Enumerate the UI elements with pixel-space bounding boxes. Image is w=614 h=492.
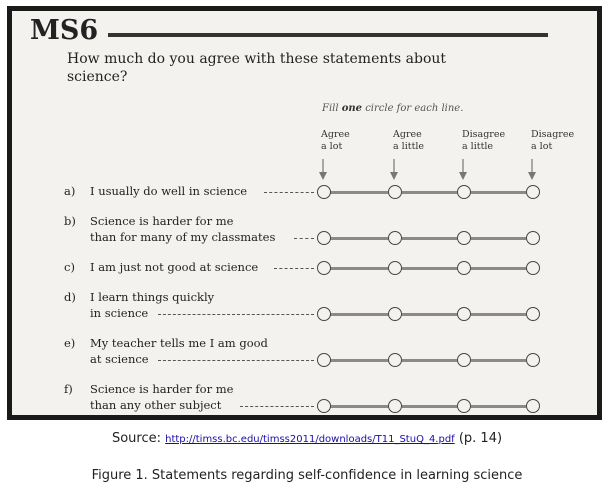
response-circle-agree-a-lot[interactable] bbox=[317, 231, 331, 245]
figure-caption: Figure 1. Statements regarding self-confidence in learning science bbox=[91, 468, 523, 483]
leader-dots bbox=[158, 360, 314, 361]
down-arrow-icon bbox=[458, 159, 468, 181]
response-circle-agree-a-little[interactable] bbox=[388, 307, 402, 321]
response-circle-disagree-a-little[interactable] bbox=[457, 353, 471, 367]
response-circle-agree-a-little[interactable] bbox=[388, 231, 402, 245]
item-e-scale bbox=[317, 353, 542, 367]
down-arrow-icon bbox=[389, 159, 399, 181]
question-text: How much do you agree with these statements about science? bbox=[67, 51, 447, 85]
response-circle-disagree-a-little[interactable] bbox=[457, 399, 471, 413]
column-header-disagree-a-little: Disagree a little bbox=[462, 129, 506, 152]
leader-dots bbox=[158, 314, 314, 315]
item-b-label: b) Science is harder for me than for many of my classmates bbox=[64, 214, 276, 244]
question-code: MS6 bbox=[30, 15, 99, 46]
response-circle-disagree-a-lot[interactable] bbox=[526, 399, 540, 413]
instruction-text: Fill one circle for each line. bbox=[322, 103, 464, 114]
response-circle-agree-a-lot[interactable] bbox=[317, 307, 331, 321]
item-f-label: f) Science is harder for me than any other subject bbox=[64, 382, 234, 412]
response-circle-agree-a-little[interactable] bbox=[388, 399, 402, 413]
response-circle-disagree-a-lot[interactable] bbox=[526, 307, 540, 321]
item-b-scale bbox=[317, 231, 542, 245]
column-header-disagree-a-lot: Disagree a lot bbox=[531, 129, 575, 152]
response-circle-agree-a-little[interactable] bbox=[388, 353, 402, 367]
response-circle-agree-a-lot[interactable] bbox=[317, 399, 331, 413]
response-circle-disagree-a-lot[interactable] bbox=[526, 231, 540, 245]
item-d-label: d) I learn things quickly in science bbox=[64, 290, 215, 320]
response-circle-disagree-a-lot[interactable] bbox=[526, 353, 540, 367]
header-rule bbox=[108, 33, 548, 37]
leader-dots bbox=[240, 406, 314, 407]
leader-dots bbox=[264, 192, 314, 193]
response-circle-agree-a-little[interactable] bbox=[388, 185, 402, 199]
item-c-scale bbox=[317, 261, 542, 275]
response-circle-agree-a-lot[interactable] bbox=[317, 261, 331, 275]
response-circle-disagree-a-little[interactable] bbox=[457, 185, 471, 199]
down-arrow-icon bbox=[318, 159, 328, 181]
response-circle-disagree-a-lot[interactable] bbox=[526, 261, 540, 275]
leader-dots bbox=[294, 238, 314, 239]
down-arrow-icon bbox=[527, 159, 537, 181]
column-header-agree-a-little: Agree a little bbox=[393, 129, 425, 152]
response-circle-disagree-a-little[interactable] bbox=[457, 261, 471, 275]
response-circle-disagree-a-little[interactable] bbox=[457, 307, 471, 321]
response-circle-agree-a-little[interactable] bbox=[388, 261, 402, 275]
response-circle-disagree-a-little[interactable] bbox=[457, 231, 471, 245]
response-circle-agree-a-lot[interactable] bbox=[317, 353, 331, 367]
item-e-label: e) My teacher tells me I am good at science bbox=[64, 336, 268, 366]
source-caption: Source: http://timss.bc.edu/timss2011/downloads/T11_StuQ_4.pdf (p. 14) bbox=[111, 431, 503, 446]
source-link[interactable]: http://timss.bc.edu/timss2011/downloads/T11_StuQ_4.pdf bbox=[165, 434, 455, 445]
leader-dots bbox=[274, 268, 314, 269]
item-a-label: a) I usually do well in science bbox=[64, 184, 248, 198]
item-a-scale bbox=[317, 185, 542, 199]
questionnaire-frame bbox=[7, 6, 602, 420]
item-d-scale bbox=[317, 307, 542, 321]
response-circle-disagree-a-lot[interactable] bbox=[526, 185, 540, 199]
item-c-label: c) I am just not good at science bbox=[64, 260, 259, 274]
item-f-scale bbox=[317, 399, 542, 413]
response-circle-agree-a-lot[interactable] bbox=[317, 185, 331, 199]
column-header-agree-a-lot: Agree a lot bbox=[321, 129, 350, 152]
